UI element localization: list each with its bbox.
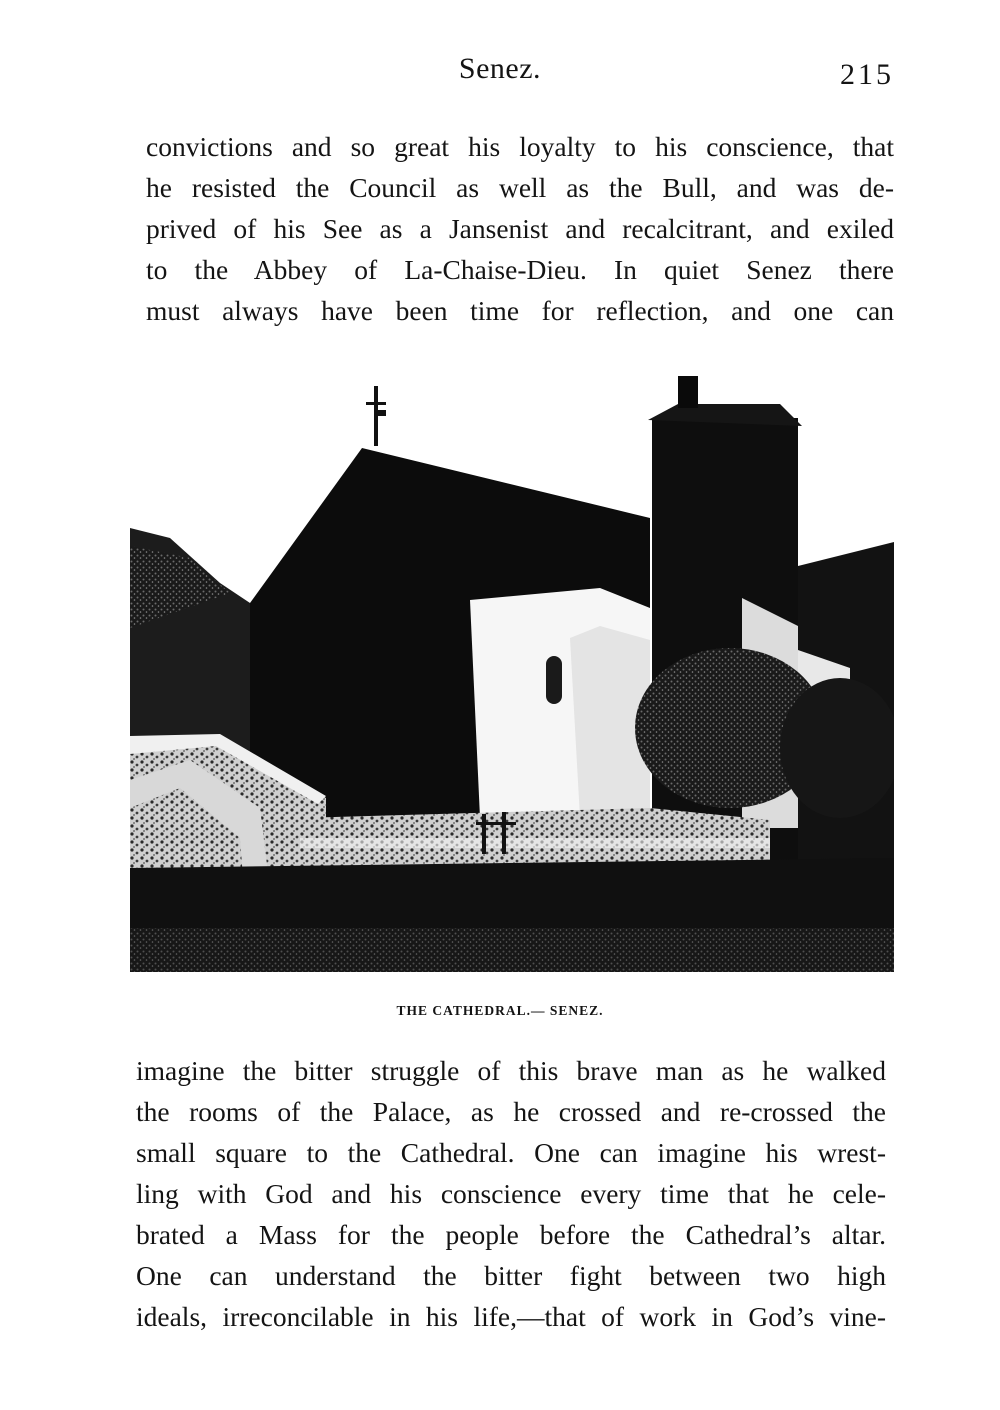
- cathedral-photograph: [130, 368, 894, 972]
- text-line: convictions and so great his loyalty to his conscience, that: [146, 131, 894, 162]
- text-line: ideals, irreconcilable in his life,—that of work in God’s vine-: [136, 1301, 886, 1332]
- text-line: prived of his See as a Jansenist and recalcitrant, and exiled: [146, 213, 894, 244]
- paragraph-bottom: [136, 1050, 886, 1337]
- paragraph-top: [146, 126, 894, 331]
- text-line: ling with God and his conscience every time that he cele-: [136, 1178, 886, 1209]
- text-line: he resisted the Council as well as the Bull, and was de-: [146, 172, 894, 203]
- figure-caption: THE CATHEDRAL.— SENEZ.: [396, 1003, 604, 1018]
- running-title: Senez.: [458, 52, 542, 85]
- text-line: the rooms of the Palace, as he crossed and re-crossed the: [136, 1096, 886, 1127]
- text-line: to the Abbey of La-Chaise-Dieu. In quiet Senez there: [146, 254, 894, 285]
- text-line: imagine the bitter struggle of this brave man as he walked: [136, 1055, 886, 1086]
- page-number: 215: [840, 58, 894, 91]
- text-line: must always have been time for reflection, and one can: [146, 295, 894, 326]
- text-line: One can understand the bitter fight between two high: [136, 1260, 886, 1291]
- text-line: small square to the Cathedral. One can imagine his wrest-: [136, 1137, 886, 1168]
- text-line: brated a Mass for the people before the Cathedral’s altar.: [136, 1219, 886, 1250]
